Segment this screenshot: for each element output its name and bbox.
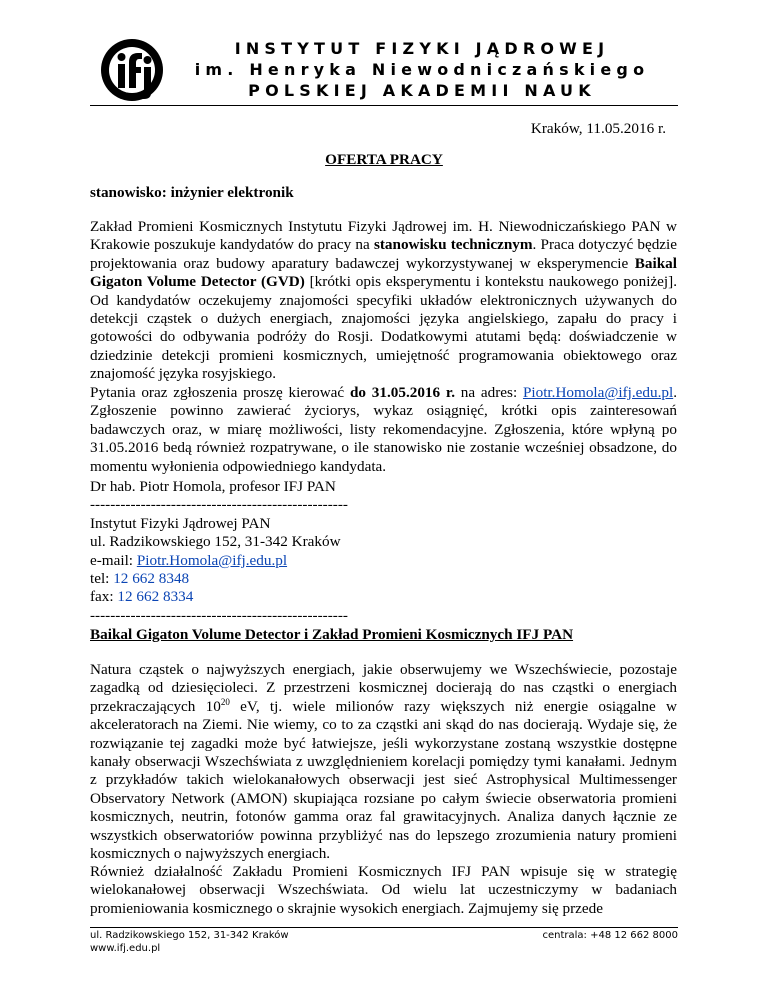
separator-top: ---------------------------------------------------: [90, 496, 348, 514]
section-title: Baikal Gigaton Volume Detector i Zakład Promieni Kosmicznych IFJ PAN: [90, 626, 574, 643]
contact-email-link[interactable]: Piotr.Homola@ifj.edu.pl: [136, 551, 288, 569]
paragraph-intro: [90, 218, 677, 384]
separator-bottom: ---------------------------------------------------: [90, 606, 348, 624]
fax-label: fax:: [90, 588, 118, 606]
para2-deadline: do 31.05.2016 r.: [349, 384, 456, 401]
email-link[interactable]: Piotr.Homola@ifj.edu.pl: [522, 384, 674, 401]
contact-fax-row: [90, 588, 677, 606]
letter-date: Kraków, 11.05.2016 r.: [530, 120, 666, 137]
email-label: e-mail:: [90, 551, 137, 569]
exponent: 20: [220, 696, 230, 707]
para3-text-2: eV, tj. wiele milionów razy większych niż energie osiągalne w akceleratorach na Ziemi. Nie wiemy, co to za cząstki ani skąd do nas docierają. Wydaje się, że rozwiązanie tej zagadki może być łatwiejsze, jeśli wykorzystane zostaną wszystkie dostępne kanały obserwacji Wszechświata z uwzględnieniem korelacji pomiędzy tymi kanałami. Jednym z przykładów takich wielokanałowych obserwacji jest sieć Astrophysical Multimessenger Observatory Network (AMON) skupiająca rozsiane po całym świecie obserwatoria promieni kosmicznych, neutrin, fotonów gamma oraz fal grawitacyjnych. Analiza danych łącznie ze wszystkich obserwatoriów powinna przybliżyć nas do lepszego zrozumienia natury promieni kosmicznych o najwyższych energiach.: [90, 697, 677, 863]
contact-address: ul. Radzikowskiego 152, 31-342 Kraków: [90, 533, 341, 551]
footer-divider: [90, 927, 678, 928]
offer-title: OFERTA PRACY: [325, 151, 443, 168]
footer-address: ul. Radzikowskiego 152, 31-342 Kraków: [90, 930, 289, 941]
para1-bold-2: Baikal Gigaton Volume Detector (GVD): [90, 254, 677, 291]
para1-bold-1: stanowisku technicznym: [373, 236, 533, 254]
header-line-3: POLSKIEJ AKADEMII NAUK: [248, 81, 596, 100]
tel-label: tel:: [90, 570, 114, 588]
para1-text-3: [krótki opis eksperymentu i kontekstu naukowego poniżej]. Od kandydatów oczekujemy znajomości specyfiki układów elektronicznych używanych do detekcji cząstek o dużych energiach, znajomości języka angielskiego, zapału do pracy i gotowości do odbywania podróży do Rosji. Dodatkowymi atutami będą: doświadczenie w dziedzinie detekcji promieni kosmicznych, umiejętność programowania obiektowego oraz znajomość języka rosyjskiego.: [90, 273, 677, 383]
header-divider: [90, 105, 678, 106]
para3-text-1: Natura cząstek o najwyższych energiach, jakie obserwujemy we Wszechświecie, pozostaje zagadką od dziesięcioleci. Z przestrzeni kosmicznej docierają do nas cząstki o energiach przekraczających 10: [90, 661, 677, 715]
para1-text-1: Zakład Promieni Kosmicznych Instytutu Fizyki Jądrowej im. H. Niewodniczańskiego PAN w Krakowie poszukuje kandydatów do pracy na: [90, 218, 677, 254]
para1-text-2: . Praca dotyczyć będzie projektowania oraz budowy aparatury badawczej wykorzystywanej w eksperymencie: [90, 236, 677, 272]
footer-left: [90, 929, 289, 955]
contact-email-row: [90, 552, 677, 570]
fax-number[interactable]: 12 662 8334: [117, 588, 194, 606]
tel-number[interactable]: 12 662 8348: [113, 570, 190, 588]
footer-website[interactable]: www.ifj.edu.pl: [90, 943, 161, 954]
header-line-1: INSTYTUT FIZYKI JĄDROWEJ: [234, 39, 610, 58]
para2-text-1: Pytania oraz zgłoszenia proszę kierować: [90, 384, 350, 401]
header-line-2: im. Henryka Niewodniczańskiego: [194, 60, 650, 79]
para2-text-2: na adres:: [455, 384, 523, 401]
paragraph-application: [90, 384, 677, 476]
contact-institute: Instytut Fizyki Jądrowej PAN: [90, 514, 271, 532]
institute-header: [172, 38, 672, 101]
paragraph-department: Również działalność Zakładu Promieni Kosmicznych IFJ PAN wpisuje się w strategię wielokanałowej obserwacji Wszechświata. Od wielu lat uczestniczymy w badaniach promieniowania kosmicznego o skrajnie wysokich energiach. Zajmujemy się przede: [90, 863, 677, 917]
paragraph-science: [90, 661, 677, 863]
para2-text-3: . Zgłoszenie powinno zawierać życiorys, wykaz osiągnięć, krótki opis zainteresowań badawczych oraz, w miarę możliwości, listy rekomendacyjne. Zgłoszenia, które wpłyną po 31.05.2016 bedą również rozpatrywane, o ile stanowisko nie zostanie wcześniej obsadzone, do momentu wyłonienia odpowiedniego kandydata.: [90, 384, 677, 475]
footer-phone: centrala: +48 12 662 8000: [542, 930, 678, 941]
contact-block: [90, 478, 677, 625]
contact-tel-row: [90, 570, 677, 588]
ifj-logo-icon: [100, 38, 164, 102]
signature: Dr hab. Piotr Homola, profesor IFJ PAN: [90, 478, 336, 495]
position-title: stanowisko: inżynier elektronik: [90, 184, 294, 201]
